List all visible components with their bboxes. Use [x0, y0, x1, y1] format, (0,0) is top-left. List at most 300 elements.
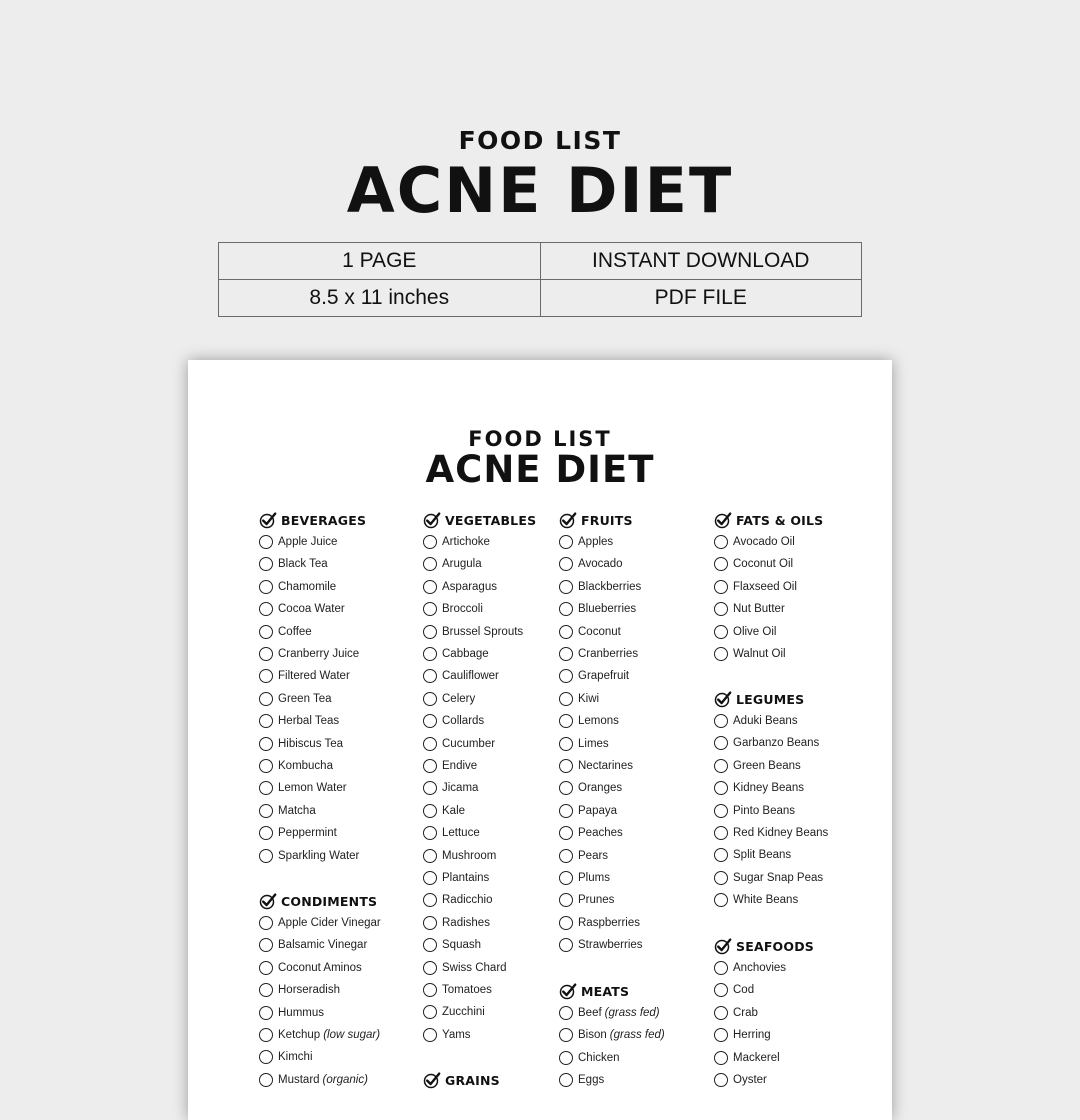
checked-circle-icon	[259, 511, 277, 529]
food-item-label: Aduki Beans	[733, 715, 798, 727]
food-item[interactable]	[423, 824, 480, 842]
food-item[interactable]	[559, 847, 608, 865]
food-item-label: Yams	[442, 1028, 471, 1041]
food-item-label: Horseradish	[278, 984, 340, 997]
empty-checkbox-icon[interactable]	[559, 1006, 573, 1020]
checked-circle-icon	[259, 892, 277, 910]
empty-checkbox-icon[interactable]	[559, 580, 573, 594]
food-item[interactable]	[559, 667, 629, 685]
section-title: LEGUMES	[736, 691, 805, 707]
empty-checkbox-icon[interactable]	[559, 804, 573, 818]
checked-circle-icon	[559, 982, 577, 1000]
section-title: CONDIMENTS	[281, 893, 378, 909]
food-item[interactable]	[423, 735, 495, 753]
food-item-label: Endive	[442, 760, 478, 772]
empty-checkbox-icon[interactable]	[259, 647, 273, 661]
food-item[interactable]	[559, 712, 619, 730]
food-item[interactable]	[259, 533, 337, 551]
food-item-label: Cocoa Water	[278, 603, 345, 616]
food-item-label: Chicken	[578, 1051, 620, 1064]
food-item-label: Coffee	[278, 625, 312, 638]
food-item[interactable]	[259, 690, 332, 708]
empty-checkbox-icon[interactable]	[714, 602, 728, 616]
empty-checkbox-icon[interactable]	[259, 1006, 273, 1020]
food-item-label: Ketchup	[278, 1029, 321, 1041]
empty-checkbox-icon[interactable]	[559, 535, 573, 549]
food-item-label: Artichoke	[442, 536, 490, 548]
section-title: FATS & OILS	[736, 512, 824, 528]
food-item[interactable]	[259, 959, 362, 977]
food-item-label: Filtered Water	[278, 670, 350, 683]
empty-checkbox-icon[interactable]	[559, 692, 573, 706]
spec-delivery: INSTANT DOWNLOAD	[540, 243, 862, 280]
empty-checkbox-icon[interactable]	[423, 804, 437, 818]
food-item[interactable]	[259, 757, 333, 775]
empty-checkbox-icon[interactable]	[559, 1073, 573, 1087]
section-heading	[423, 1070, 500, 1090]
food-item[interactable]	[559, 802, 617, 820]
food-item-label: Black Tea	[278, 558, 328, 571]
food-item[interactable]	[259, 802, 316, 820]
food-item[interactable]	[714, 600, 785, 618]
food-item-label: Sparkling Water	[278, 849, 360, 862]
food-item[interactable]	[714, 959, 786, 977]
food-item-label: Beef	[578, 1007, 602, 1019]
empty-checkbox-icon[interactable]	[259, 804, 273, 818]
empty-checkbox-icon[interactable]	[423, 983, 437, 997]
food-item-label: Garbanzo Beans	[733, 737, 820, 750]
food-item[interactable]	[559, 690, 599, 708]
food-item[interactable]	[559, 779, 622, 797]
empty-checkbox-icon[interactable]	[714, 535, 728, 549]
food-item[interactable]	[559, 1071, 604, 1089]
food-item-label: Flaxseed Oil	[733, 580, 797, 593]
section-title: GRAINS	[445, 1072, 500, 1088]
food-item-label: Hibiscus Tea	[278, 737, 343, 750]
food-item[interactable]	[423, 981, 492, 999]
food-item[interactable]	[559, 1004, 660, 1022]
food-item[interactable]	[559, 1026, 665, 1044]
food-item-label: Celery	[442, 692, 476, 705]
food-item[interactable]	[259, 824, 337, 842]
empty-checkbox-icon[interactable]	[423, 826, 437, 840]
checked-circle-icon	[714, 511, 732, 529]
section-heading	[559, 981, 629, 1001]
document-subtitle: FOOD LIST	[468, 427, 612, 451]
food-item[interactable]	[423, 667, 499, 685]
food-item-label: Blackberries	[578, 580, 642, 593]
empty-checkbox-icon[interactable]	[714, 759, 728, 773]
document-title: ACNE DIET	[425, 448, 655, 491]
food-item-label: Cranberries	[578, 648, 639, 660]
food-item-label: Cod	[733, 984, 755, 997]
food-item-label: Split Beans	[733, 849, 792, 862]
food-item[interactable]	[259, 667, 350, 685]
empty-checkbox-icon[interactable]	[259, 602, 273, 616]
food-item[interactable]	[259, 1004, 324, 1022]
empty-checkbox-icon[interactable]	[714, 1028, 728, 1042]
food-item-note: (low sugar)	[323, 1029, 381, 1041]
specs-table	[218, 242, 862, 317]
food-item-label: Herring	[733, 1029, 771, 1042]
empty-checkbox-icon[interactable]	[259, 849, 273, 863]
food-item-label: Pears	[578, 849, 609, 862]
empty-checkbox-icon[interactable]	[559, 916, 573, 930]
empty-checkbox-icon[interactable]	[423, 781, 437, 795]
food-item[interactable]	[559, 824, 623, 842]
food-item[interactable]	[423, 1003, 485, 1021]
food-item-label: Sugar Snap Peas	[733, 871, 824, 884]
empty-checkbox-icon[interactable]	[423, 916, 437, 930]
food-item[interactable]	[259, 735, 343, 753]
food-item[interactable]	[714, 645, 786, 663]
checked-circle-icon	[423, 511, 441, 529]
food-item[interactable]	[714, 1004, 758, 1022]
food-item[interactable]	[714, 891, 798, 909]
empty-checkbox-icon[interactable]	[559, 759, 573, 773]
food-item[interactable]	[714, 1026, 771, 1044]
food-item[interactable]	[559, 1049, 620, 1067]
food-item-label: Herbal Teas	[278, 715, 340, 728]
empty-checkbox-icon[interactable]	[714, 736, 728, 750]
section-heading	[559, 510, 633, 530]
food-item[interactable]	[559, 735, 609, 753]
empty-checkbox-icon[interactable]	[259, 983, 273, 997]
food-item[interactable]	[259, 779, 347, 797]
header-title: ACNE DIET	[346, 154, 734, 227]
empty-checkbox-icon[interactable]	[714, 647, 728, 661]
food-item-label: Blueberries	[578, 603, 637, 616]
food-item-label: Peppermint	[278, 827, 337, 840]
checked-circle-icon	[559, 511, 577, 529]
food-item[interactable]	[559, 533, 613, 551]
empty-checkbox-icon[interactable]	[259, 557, 273, 571]
empty-checkbox-icon[interactable]	[714, 848, 728, 862]
food-item-label: Limes	[578, 737, 609, 750]
food-item[interactable]	[423, 847, 496, 865]
food-item-label: Mushroom	[442, 849, 497, 862]
food-item[interactable]	[559, 936, 643, 954]
section-heading	[259, 510, 366, 530]
section-heading	[714, 510, 823, 530]
food-item-label: Plums	[578, 872, 610, 884]
document-preview	[188, 360, 892, 1120]
food-item[interactable]	[259, 1048, 313, 1066]
food-item[interactable]	[714, 869, 823, 887]
food-item-label: Plantains	[442, 872, 490, 884]
food-item[interactable]	[423, 712, 484, 730]
header-subtitle: FOOD LIST	[458, 126, 622, 155]
empty-checkbox-icon[interactable]	[259, 916, 273, 930]
empty-checkbox-icon[interactable]	[259, 692, 273, 706]
empty-checkbox-icon[interactable]	[423, 849, 437, 863]
food-item[interactable]	[559, 578, 641, 596]
food-item[interactable]	[423, 645, 489, 663]
empty-checkbox-icon[interactable]	[714, 714, 728, 728]
empty-checkbox-icon[interactable]	[714, 625, 728, 639]
empty-checkbox-icon[interactable]	[559, 826, 573, 840]
empty-checkbox-icon[interactable]	[423, 1028, 437, 1042]
food-item[interactable]	[259, 645, 359, 663]
food-item[interactable]	[423, 555, 482, 573]
food-item-label: Prunes	[578, 894, 615, 907]
spec-size: 8.5 x 11 inches	[219, 280, 541, 317]
empty-checkbox-icon[interactable]	[259, 535, 273, 549]
food-item-label: Kidney Beans	[733, 782, 804, 795]
empty-checkbox-icon[interactable]	[559, 557, 573, 571]
empty-checkbox-icon[interactable]	[559, 871, 573, 885]
empty-checkbox-icon[interactable]	[259, 580, 273, 594]
empty-checkbox-icon[interactable]	[423, 938, 437, 952]
food-item-label: Radicchio	[442, 894, 493, 907]
food-item-label: Jicama	[442, 782, 479, 795]
food-item[interactable]	[559, 623, 621, 641]
food-item-label: Matcha	[278, 804, 316, 817]
food-item[interactable]	[714, 1049, 780, 1067]
food-item-label: Kimchi	[278, 1051, 313, 1064]
food-item[interactable]	[559, 645, 638, 663]
empty-checkbox-icon[interactable]	[423, 647, 437, 661]
empty-checkbox-icon[interactable]	[259, 961, 273, 975]
empty-checkbox-icon[interactable]	[714, 1051, 728, 1065]
empty-checkbox-icon[interactable]	[559, 849, 573, 863]
food-item-label: Bison	[578, 1029, 607, 1042]
food-item[interactable]	[423, 959, 507, 977]
empty-checkbox-icon[interactable]	[259, 938, 273, 952]
food-item[interactable]	[714, 824, 828, 842]
checked-circle-icon	[714, 690, 732, 708]
food-item[interactable]	[714, 578, 797, 596]
food-item-label: Hummus	[278, 1006, 325, 1019]
food-item[interactable]	[259, 600, 345, 618]
food-item-label: Apples	[578, 536, 614, 548]
food-item[interactable]	[714, 981, 754, 999]
section-title: BEVERAGES	[281, 512, 367, 528]
food-item-label: Radishes	[442, 916, 490, 929]
empty-checkbox-icon[interactable]	[559, 1051, 573, 1065]
food-item-label: Brussel Sprouts	[442, 625, 524, 638]
food-item-label: Peaches	[578, 827, 623, 840]
food-item[interactable]	[714, 779, 804, 797]
empty-checkbox-icon[interactable]	[259, 1050, 273, 1064]
empty-checkbox-icon[interactable]	[559, 602, 573, 616]
food-item[interactable]	[714, 757, 801, 775]
food-item[interactable]	[714, 802, 795, 820]
empty-checkbox-icon[interactable]	[423, 759, 437, 773]
empty-checkbox-icon[interactable]	[559, 647, 573, 661]
food-item[interactable]	[559, 555, 623, 573]
empty-checkbox-icon[interactable]	[423, 1005, 437, 1019]
food-item-label: Red Kidney Beans	[733, 827, 829, 839]
food-item[interactable]	[423, 936, 481, 954]
section-heading	[714, 689, 804, 709]
empty-checkbox-icon[interactable]	[423, 893, 437, 907]
empty-checkbox-icon[interactable]	[559, 893, 573, 907]
food-item-label: Walnut Oil	[733, 648, 786, 660]
food-item-label: Green Tea	[278, 692, 332, 705]
empty-checkbox-icon[interactable]	[259, 781, 273, 795]
empty-checkbox-icon[interactable]	[423, 625, 437, 639]
empty-checkbox-icon[interactable]	[423, 692, 437, 706]
food-item-label: Arugula	[442, 558, 482, 571]
empty-checkbox-icon[interactable]	[714, 1073, 728, 1087]
food-item-label: Cranberry Juice	[278, 648, 360, 660]
empty-checkbox-icon[interactable]	[559, 781, 573, 795]
empty-checkbox-icon[interactable]	[559, 714, 573, 728]
empty-checkbox-icon[interactable]	[423, 714, 437, 728]
food-item-label: Papaya	[578, 804, 618, 817]
food-item-label: Collards	[442, 715, 485, 728]
food-item[interactable]	[259, 847, 359, 865]
food-item-label: Apple Cider Vinegar	[278, 917, 381, 929]
food-item[interactable]	[259, 1026, 380, 1044]
food-item-note: (grass fed)	[609, 1029, 665, 1042]
empty-checkbox-icon[interactable]	[559, 737, 573, 751]
food-item[interactable]	[559, 757, 633, 775]
food-item-label: Lemons	[578, 715, 619, 728]
food-item[interactable]	[714, 734, 819, 752]
empty-checkbox-icon[interactable]	[259, 1028, 273, 1042]
empty-checkbox-icon[interactable]	[423, 871, 437, 885]
checked-circle-icon	[423, 1071, 441, 1089]
food-item[interactable]	[559, 600, 636, 618]
food-item[interactable]	[423, 600, 483, 618]
food-item[interactable]	[423, 623, 523, 641]
food-item[interactable]	[423, 533, 490, 551]
food-item-label: Crab	[733, 1006, 758, 1019]
food-item[interactable]	[559, 914, 640, 932]
empty-checkbox-icon[interactable]	[559, 625, 573, 639]
food-item[interactable]	[559, 869, 610, 887]
food-item-label: Coconut Aminos	[278, 961, 362, 974]
food-item-label: Zucchini	[442, 1006, 485, 1019]
empty-checkbox-icon[interactable]	[423, 557, 437, 571]
section-heading	[714, 936, 814, 956]
empty-checkbox-icon[interactable]	[714, 826, 728, 840]
food-item-label: Anchovies	[733, 962, 787, 974]
food-item-label: Nut Butter	[733, 603, 785, 616]
food-item-note: (organic)	[322, 1073, 368, 1086]
empty-checkbox-icon[interactable]	[423, 580, 437, 594]
empty-checkbox-icon[interactable]	[423, 535, 437, 549]
food-item-label: Nectarines	[578, 760, 633, 772]
food-item[interactable]	[259, 914, 381, 932]
food-item-label: Kombucha	[278, 760, 333, 772]
food-item-label: Mackerel	[733, 1051, 780, 1064]
food-item-label: Asparagus	[442, 580, 497, 593]
food-item[interactable]	[423, 690, 475, 708]
food-item-label: Mustard	[278, 1073, 320, 1086]
empty-checkbox-icon[interactable]	[259, 625, 273, 639]
food-item[interactable]	[259, 555, 328, 573]
empty-checkbox-icon[interactable]	[259, 826, 273, 840]
food-item[interactable]	[423, 578, 497, 596]
food-item-label: Squash	[442, 939, 482, 952]
food-item-label: Chamomile	[278, 580, 337, 593]
section-title: MEATS	[581, 983, 630, 999]
food-item[interactable]	[559, 891, 614, 909]
food-item-label: Avocado Oil	[733, 536, 795, 548]
food-item[interactable]	[259, 981, 340, 999]
food-item[interactable]	[259, 578, 336, 596]
food-item[interactable]	[423, 1026, 471, 1044]
food-item-label: Cucumber	[442, 737, 496, 750]
food-item-label: Oyster	[733, 1074, 767, 1086]
empty-checkbox-icon[interactable]	[259, 669, 273, 683]
food-item-label: Apple Juice	[278, 536, 338, 548]
empty-checkbox-icon[interactable]	[423, 737, 437, 751]
food-item-label: Lettuce	[442, 827, 480, 840]
empty-checkbox-icon[interactable]	[714, 893, 728, 907]
empty-checkbox-icon[interactable]	[423, 602, 437, 616]
food-item-label: Olive Oil	[733, 625, 777, 638]
empty-checkbox-icon[interactable]	[259, 714, 273, 728]
food-item[interactable]	[423, 802, 465, 820]
food-item[interactable]	[714, 712, 798, 730]
food-item[interactable]	[714, 846, 791, 864]
section-title: FRUITS	[581, 512, 633, 528]
empty-checkbox-icon[interactable]	[259, 759, 273, 773]
food-item-label: Tomatoes	[442, 984, 492, 996]
food-item[interactable]	[714, 623, 776, 641]
food-item-label: Grapefruit	[578, 670, 630, 683]
food-item-label: Raspberries	[578, 916, 640, 929]
food-item[interactable]	[423, 869, 489, 887]
food-item-label: Lemon Water	[278, 782, 347, 795]
empty-checkbox-icon[interactable]	[559, 669, 573, 683]
food-item[interactable]	[714, 533, 795, 551]
section-heading	[423, 510, 536, 530]
spec-pages: 1 PAGE	[219, 243, 541, 280]
empty-checkbox-icon[interactable]	[714, 557, 728, 571]
section-heading	[259, 891, 377, 911]
empty-checkbox-icon[interactable]	[259, 737, 273, 751]
food-item-label: Coconut Oil	[733, 558, 794, 571]
food-item-note: (grass fed)	[604, 1007, 660, 1019]
food-item-label: Balsamic Vinegar	[278, 939, 368, 952]
food-item[interactable]	[714, 555, 793, 573]
empty-checkbox-icon[interactable]	[714, 580, 728, 594]
empty-checkbox-icon[interactable]	[714, 871, 728, 885]
food-item-label: Broccoli	[442, 603, 483, 616]
empty-checkbox-icon[interactable]	[423, 961, 437, 975]
food-item[interactable]	[259, 712, 339, 730]
empty-checkbox-icon[interactable]	[714, 983, 728, 997]
food-item[interactable]	[259, 623, 312, 641]
empty-checkbox-icon[interactable]	[559, 1028, 573, 1042]
spec-format: PDF FILE	[540, 280, 862, 317]
empty-checkbox-icon[interactable]	[559, 938, 573, 952]
food-item[interactable]	[423, 891, 493, 909]
food-item[interactable]	[423, 779, 478, 797]
food-item-label: Strawberries	[578, 939, 643, 952]
empty-checkbox-icon[interactable]	[714, 781, 728, 795]
empty-checkbox-icon[interactable]	[714, 961, 728, 975]
section-title: SEAFOODS	[736, 938, 814, 954]
section-title: VEGETABLES	[445, 512, 537, 528]
empty-checkbox-icon[interactable]	[714, 804, 728, 818]
food-item[interactable]	[714, 1071, 767, 1089]
checked-circle-icon	[714, 937, 732, 955]
food-item[interactable]	[259, 936, 367, 954]
food-item[interactable]	[423, 757, 477, 775]
empty-checkbox-icon[interactable]	[423, 669, 437, 683]
empty-checkbox-icon[interactable]	[714, 1006, 728, 1020]
food-item-label: Eggs	[578, 1074, 605, 1087]
food-item-label: Coconut	[578, 625, 621, 638]
food-item-label: Pinto Beans	[733, 804, 796, 817]
food-item[interactable]	[423, 914, 490, 932]
